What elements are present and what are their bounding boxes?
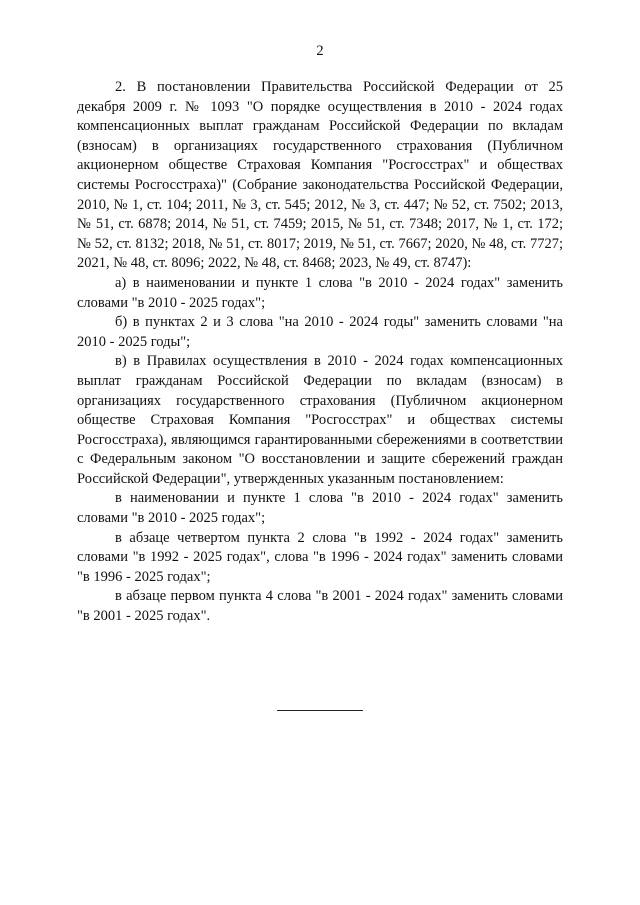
- paragraph-subitem-b: б) в пунктах 2 и 3 слова "на 2010 - 2024 годы" заменить словами "на 2010 - 2025 годы";: [77, 314, 563, 350]
- paragraph-amendment-3: в абзаце первом пункта 4 слова "в 2001 - 2024 годах" заменить словами "в 2001 - 2025 годах".: [77, 588, 563, 625]
- page-number: 2: [316, 43, 324, 59]
- paragraph-amendment-1: в наименовании и пункте 1 слова "в 2010 - 2024 годах" заменить словами "в 2010 - 2025 годах";: [77, 490, 563, 527]
- paragraph-subitem-v: в) в Правилах осуществления в 2010 - 2024 годах компенсационных выплат гражданам Российской Федерации по вкладам (взносам) в организациях государственного страхования (Публичном акционерном обществе Страховая Компания "Росгосстрах" и обществах системы Росгосстраха), являющимся гарантированными сбережениями в соответствии с Федеральным законом "О восстановлении и защите сбережений граждан Российской Федерации", утвержденных указанным постановлением:: [77, 353, 563, 487]
- end-separator-line: [277, 710, 363, 711]
- paragraph-item-2: 2. В постановлении Правительства Российской Федерации от 25 декабря 2009 г. № 1093 "О порядке осуществления в 2010 - 2024 годах компенсационных выплат гражданам Российской Федерации по вкладам (взносам) в организациях государственного страхования (Публичном акционерном обществе Страховая Компания "Росгосстрах" и обществах системы Росгосстраха)" (Собрание законодательства Российской Федерации, 2010, № 1, ст. 104; 2011, № 3, ст. 545; 2012, № 3, ст. 447; № 52, ст. 7502; 2013, № 51, ст. 6878; 2014, № 51, ст. 7459; 2015, № 51, ст. 7348; 2017, № 1, ст. 172; № 52, ст. 8132; 2018, № 51, ст. 8017; 2019, № 51, ст. 7667; 2020, № 48, ст. 7727; 2021, № 48, ст. 8096; 2022, № 48, ст. 8468; 2023, № 49, ст. 8747):: [77, 79, 563, 272]
- document-body: [77, 78, 563, 627]
- paragraph-amendment-2: в абзаце четвертом пункта 2 слова "в 1992 - 2024 годах" заменить словами "в 1992 - 2025 годах", слова "в 1996 - 2024 годах" заменить словами "в 1996 - 2025 годах";: [77, 529, 563, 585]
- paragraph-subitem-a: а) в наименовании и пункте 1 слова "в 2010 - 2024 годах" заменить словами "в 2010 - 2025 годах";: [77, 274, 563, 311]
